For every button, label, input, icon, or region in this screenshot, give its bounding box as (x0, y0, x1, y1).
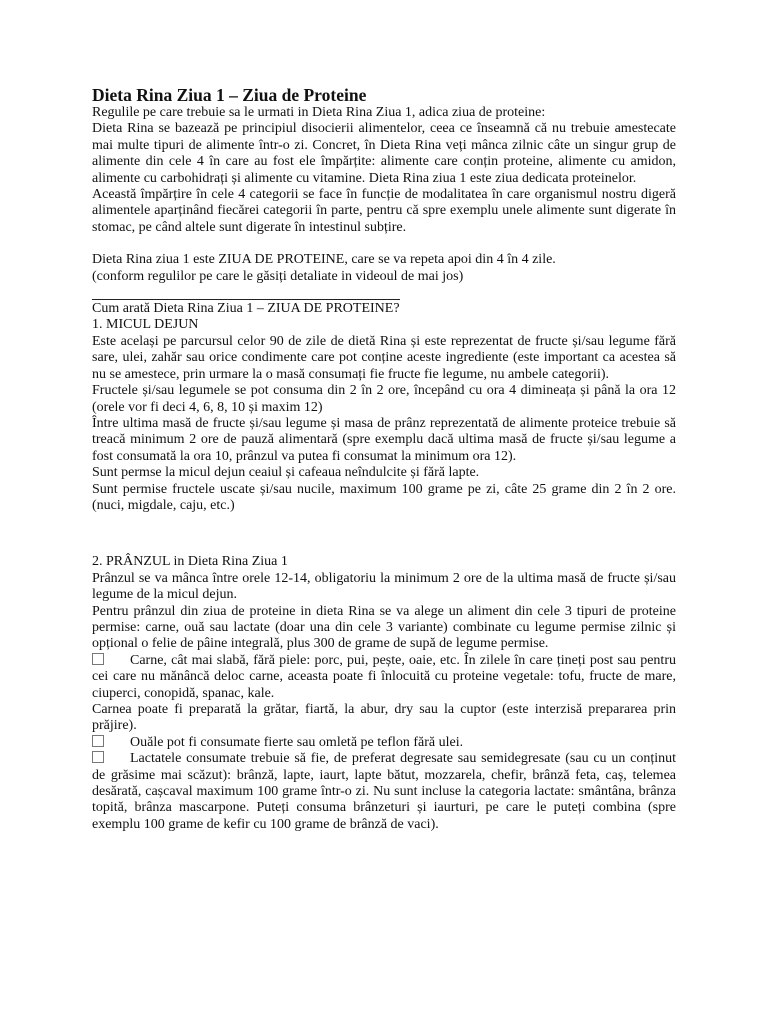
bullet-box-icon (92, 735, 104, 747)
intro-text: Regulile pe care trebuie sa le urmati in Dieta Rina Ziua 1, adica ziua de proteine: (92, 105, 546, 120)
lunch-paragraph: Carnea poate fi preparată la grătar, fiartă, la abur, dry sau la cuptor (este interzisă prepararea prin prăjire). (92, 702, 676, 734)
breakfast-heading: 1. MICUL DEJUN (92, 317, 199, 333)
document-page (92, 85, 676, 833)
spacer (92, 514, 676, 554)
bullet-item (92, 751, 676, 833)
paragraph-categories: Această împărțire în cele 4 categorii se face în funcție de modalitatea în care organismul nostru digeră alimentele aparținând fiecărei categorii în parte, pentru că spre exemplu unele alimente sunt digerate în stomac, pe când altele sunt digerate în intestinul subțire. (92, 187, 676, 235)
video-note: (conform regulilor pe care le găsiți detaliate in videoul de mai jos) (92, 268, 464, 284)
bullet-item (92, 735, 676, 751)
lunch-paragraph: Prânzul se va mânca între orele 12-14, obligatoriu la minimum 2 ore de la ultima masă de fructe și/sau legume de la micul dejun. (92, 570, 676, 603)
bullet-text: Ouăle pot fi consumate fierte sau omletă pe teflon fără ulei. (130, 734, 464, 750)
bullet-text: Carne, cât mai slabă, fără piele: porc, pui, pește, oaie, etc. În zilele în care țineți post sau pentru cei care nu mănâncă deloc carne, aceasta poate fi înlocuită cu proteine vegetale: tofu, fructe de mare, ciuperci, conopidă, spanac, kale. (92, 652, 676, 701)
lunch-heading: 2. PRÂNZUL in Dieta Rina Ziua 1 (92, 554, 288, 570)
spacer (92, 236, 676, 252)
horizontal-rule (92, 299, 400, 300)
breakfast-paragraph: Sunt permise fructele uscate și/sau nucile, maximum 100 grame pe zi, câte 25 grame din 2 în 2 ore. (nuci, migdale, caju, etc.) (92, 481, 676, 513)
paragraph-principle: Dieta Rina se bazează pe principiul disocierii alimentelor, ceea ce înseamnă că nu trebuie amestecate mai multe tipuri de alimente într-o zi. Concret, în Dieta Rina veți mânca zilnic câte un singur grup de alimente din cele 4 în care au fost ele împărțite: alimente care conțin proteine, alimente cu amidon, alimente cu carbohidrați și alimente cu vitamine. Dieta Rina ziua 1 este ziua dedicata proteinelor. (92, 121, 676, 186)
breakfast-paragraph: Sunt permse la micul dejun ceaiul și cafeaua neîndulcite și fără lapte. (92, 465, 480, 481)
breakfast-paragraph: Între ultima masă de fructe și/sau legume și masa de prânz reprezentată de alimente proteice trebuie să treacă minimum 2 ore de pauză alimentară (spre exemplu dacă ultima masă de fructe și/sau legume a fost consumată la ora 10, prânzul va putea fi consumat la minimum ora 12). (92, 415, 676, 464)
lunch-paragraph: Pentru prânzul din ziua de proteine in dieta Rina se va alege un aliment din cele 3 tipuri de proteine permise: carne, ouă sau lactate (doar una din cele 3 variante) combinate cu legume permise zilnic și opțional o felie de pâine integrală, plus 300 de grame de supă de legume permise. (92, 603, 676, 652)
bullet-box-icon (92, 751, 104, 763)
breakfast-paragraph: Fructele și/sau legumele se pot consuma din 2 în 2 ore, începând cu ora 4 dimineața și până la ora 12 (orele vor fi deci 4, 6, 8, 10 și maxim 12) (92, 383, 676, 415)
bullet-text: Lactatele consumate trebuie să fie, de preferat degresate sau semidegresate (sau cu un conținut de grăsime mai scăzut): brânză, lapte, iaurt, lapte bătut, mozzarela, chefir, brânză feta, caș, telemea desărată, cașcaval maximum 100 grame într-o zi. Nu sunt incluse la categoria lactate: smântâna, brânza topită, brânza mascarpone. Puteți consuma brânzeturi și iaurturi, pe care le puteți combina (spre exemplu 100 grame de kefir cu 100 grame de brânză de vaci). (92, 751, 676, 832)
bullet-item (92, 653, 676, 702)
document-title: Dieta Rina Ziua 1 – Ziua de Proteine (92, 85, 367, 105)
section-question-heading: Cum arată Dieta Rina Ziua 1 – ZIUA DE PROTEINE? (92, 301, 400, 317)
protein-day-text: Dieta Rina ziua 1 este ZIUA DE PROTEINE, care se va repeta apoi din 4 în 4 zile. (92, 252, 556, 268)
bullet-box-icon (92, 653, 104, 665)
breakfast-paragraph: Este același pe parcursul celor 90 de zile de dietă Rina și este reprezentat de fructe și/sau legume fără sare, ulei, zahăr sau orice condimente care pot conține aceste ingrediente (este important ca acestea să nu se amestece, prin urmare la o masă consumați fie fructe fie legume, nu ambele categorii). (92, 333, 676, 382)
